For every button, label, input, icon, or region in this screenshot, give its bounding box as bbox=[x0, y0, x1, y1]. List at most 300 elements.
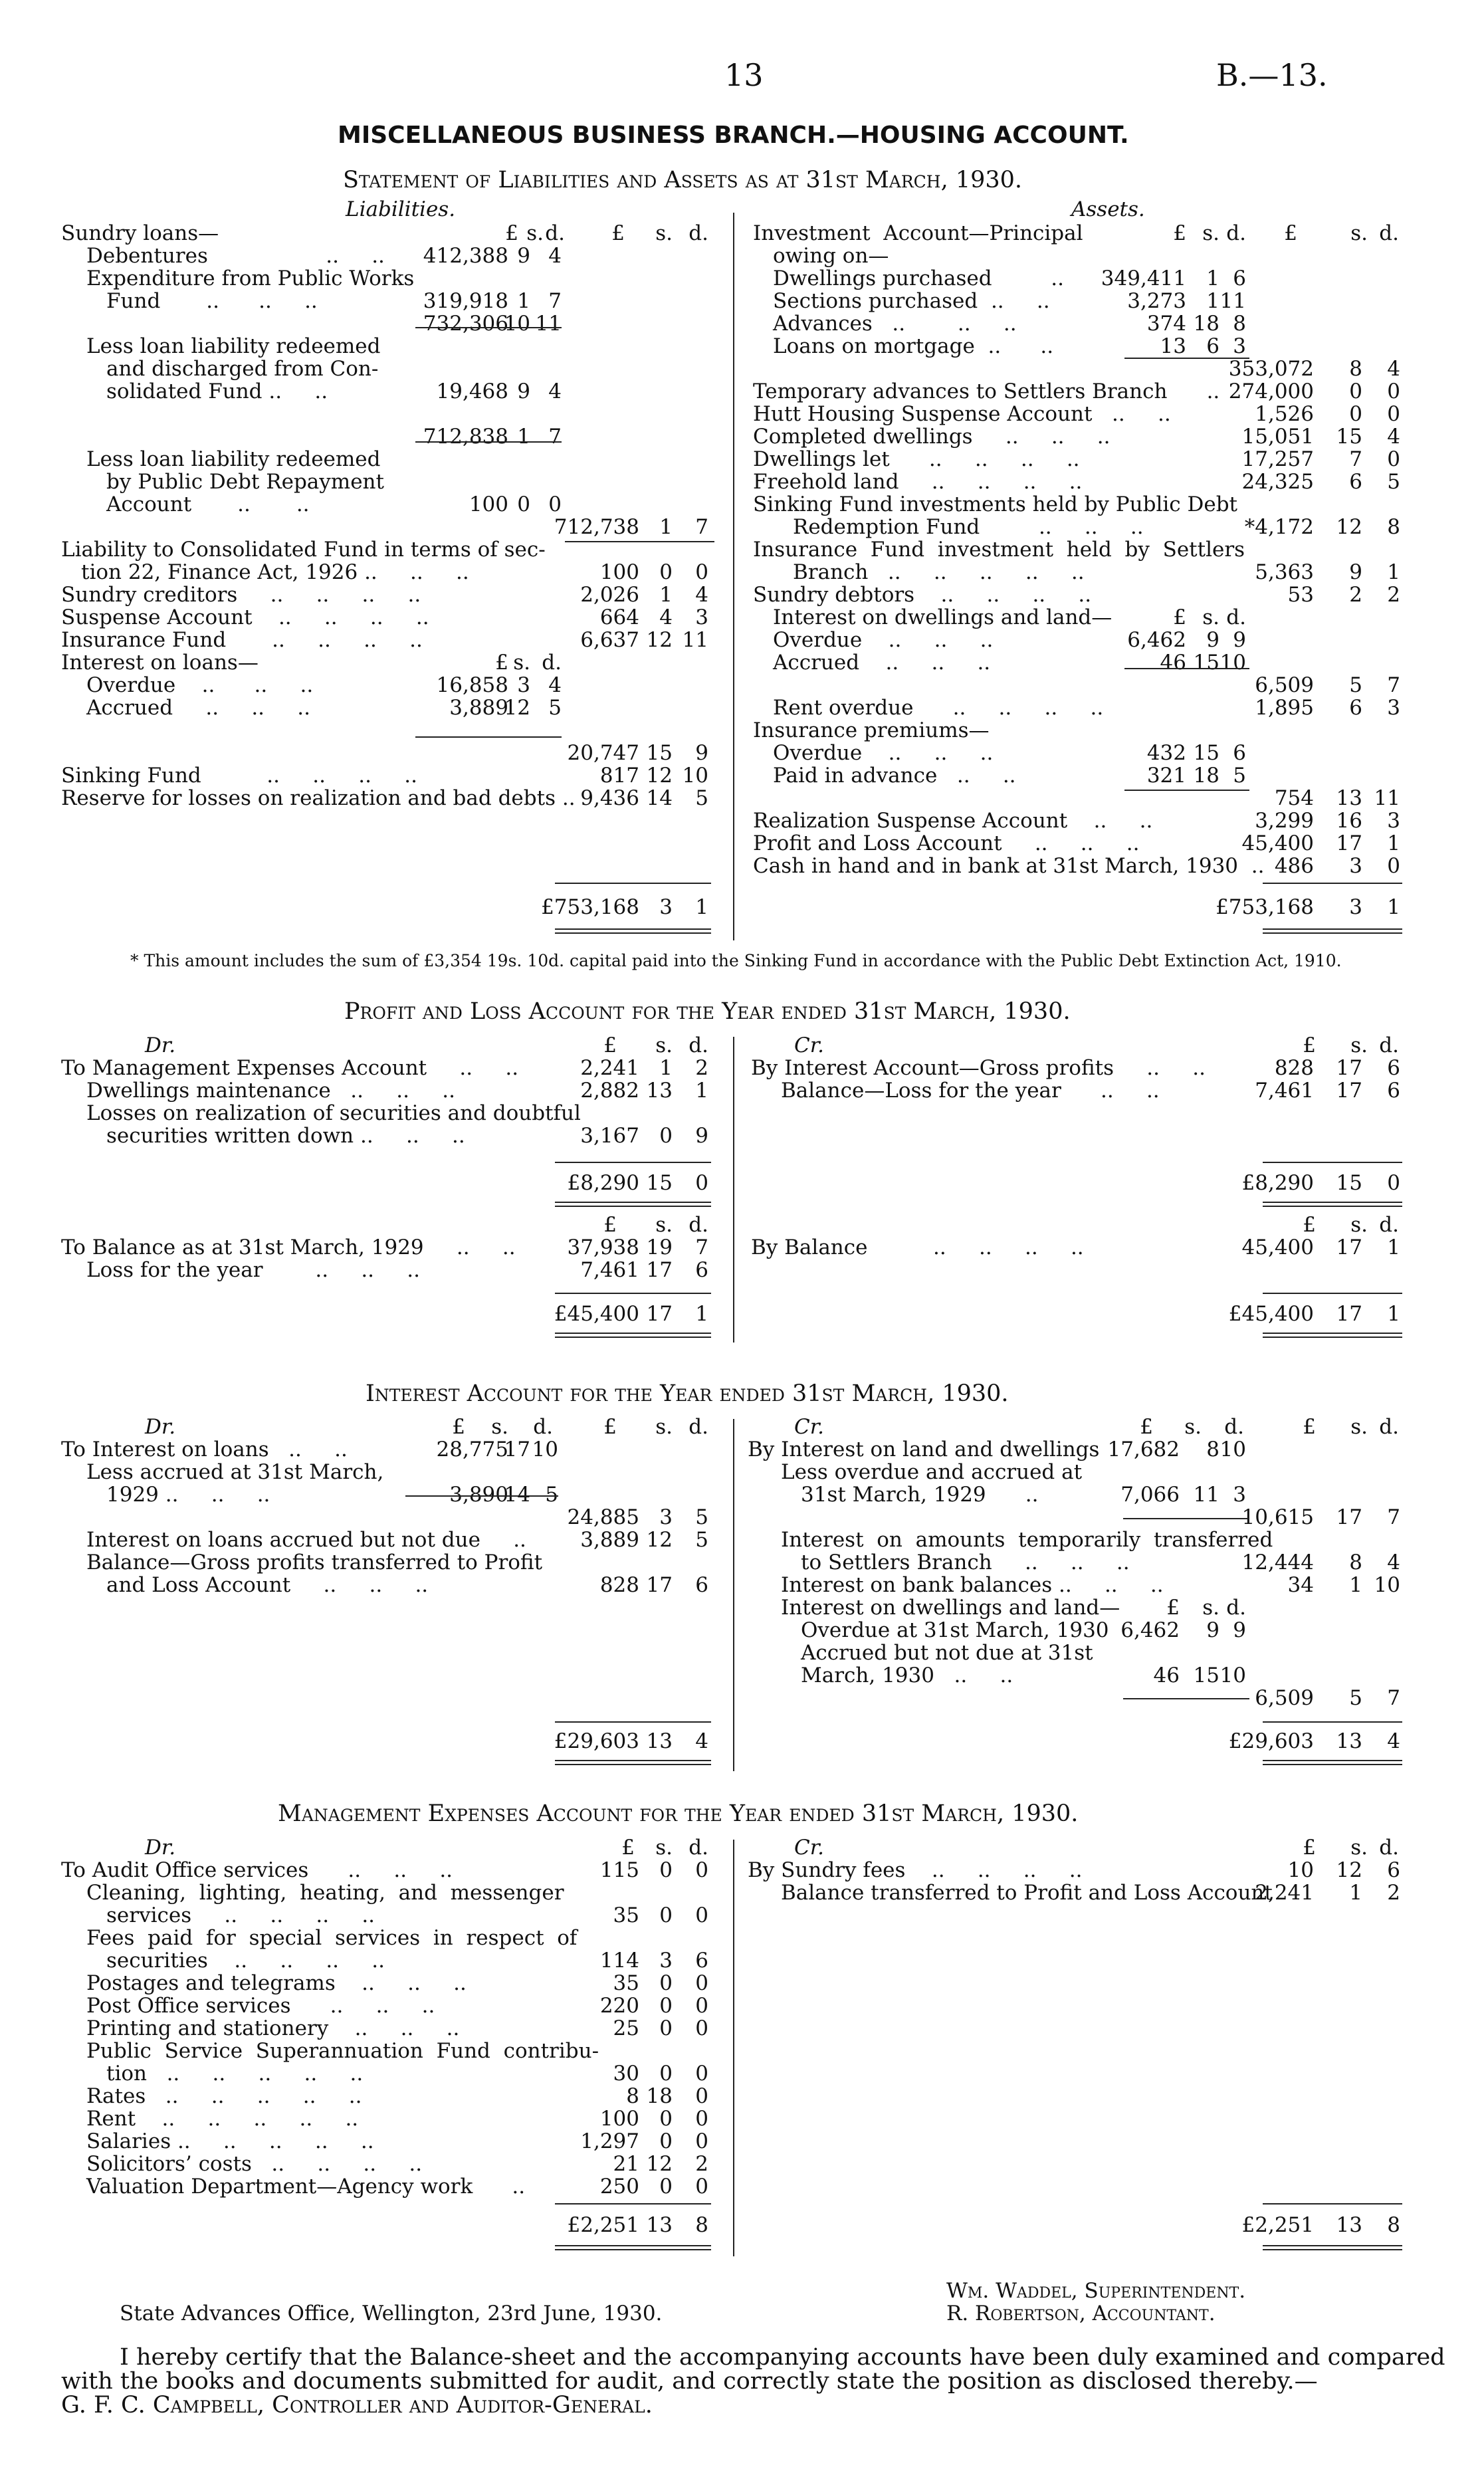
pl-credit-row-label: By Balance .. .. .. .. bbox=[751, 1236, 1084, 1259]
liability-row-label: Accrued .. .. .. bbox=[86, 696, 311, 720]
asset-row-amount: 486 bbox=[1274, 854, 1314, 878]
subtotal-rule bbox=[1124, 668, 1249, 669]
liability-row-amount: 20,747 bbox=[567, 741, 639, 765]
pl-credit-row-amount: 17 bbox=[1336, 1079, 1362, 1103]
mgmt-debit-row-amount: 30 bbox=[613, 2062, 639, 2086]
mgmt-credit-row-amount: 10 bbox=[1287, 1858, 1314, 1882]
asset-row-amount: 274,000 bbox=[1228, 379, 1314, 403]
currency-header: d. bbox=[689, 221, 708, 245]
asset-row-label: Redemption Fund .. .. .. bbox=[793, 515, 1144, 539]
statement-total: £753,168 bbox=[541, 895, 639, 919]
liability-row-amount: 12 bbox=[646, 628, 673, 652]
total-rule bbox=[555, 932, 711, 934]
liability-row-amount: 15 bbox=[646, 741, 673, 765]
interest-debit-row-amount: 5 bbox=[695, 1505, 708, 1529]
asset-row-amount: 5,363 bbox=[1255, 560, 1314, 584]
mgmt-debit-row-amount: 0 bbox=[695, 1971, 708, 1995]
interest-credit-row-amount: 1 bbox=[1349, 1573, 1362, 1597]
currency-header: £ bbox=[1303, 1836, 1316, 1860]
interest-credit-row-amount: £ bbox=[1166, 1596, 1180, 1620]
pl-debit-row-amount: 13 bbox=[646, 1079, 673, 1103]
statement-footnote: * This amount includes the sum of £3,354 19s. 10d. capital paid into the Sinking Fund in accordance with the Public Debt Extinction Act, 1910. bbox=[130, 951, 1342, 970]
signature-accountant: R. Robertson, Accountant. bbox=[946, 2302, 1216, 2325]
interest-debit-row-amount: 3,889 bbox=[580, 1528, 639, 1552]
asset-row-amount: 4 bbox=[1387, 425, 1400, 449]
total-rule bbox=[555, 883, 711, 884]
liability-row-amount: 0 bbox=[659, 560, 673, 584]
asset-row-amount: 2 bbox=[1349, 583, 1362, 607]
asset-row-label: Advances .. .. .. bbox=[773, 312, 1017, 336]
currency-header: d. bbox=[1379, 1033, 1399, 1057]
mgmt-debit-row-amount: 0 bbox=[695, 2175, 708, 2199]
currency-header: s. bbox=[1350, 1415, 1368, 1439]
interest-debit-row-amount: 14 bbox=[504, 1483, 530, 1507]
pl-credit-row-label: Balance—Loss for the year .. .. bbox=[781, 1079, 1160, 1103]
mgmt-debit-row-amount: 0 bbox=[659, 1971, 673, 1995]
liability-row-amount: 7 bbox=[548, 289, 562, 313]
asset-row-amount: 13 bbox=[1160, 334, 1186, 358]
total-rule bbox=[555, 1162, 711, 1163]
liability-row-amount: 1 bbox=[517, 425, 530, 449]
mgmt-debit-row-amount: 35 bbox=[613, 1971, 639, 1995]
mgmt-debit-row-amount: 0 bbox=[659, 1994, 673, 2018]
currency-header: s. bbox=[1350, 221, 1368, 245]
asset-row-amount: 7 bbox=[1349, 447, 1362, 471]
asset-row-amount: 15,051 bbox=[1241, 425, 1314, 449]
interest-credit-row-label: Less overdue and accrued at bbox=[781, 1460, 1083, 1484]
liability-row-amount: 1 bbox=[517, 289, 530, 313]
subtotal-rule bbox=[405, 1495, 558, 1497]
pl-total: 17 bbox=[646, 1302, 673, 1326]
asset-row-amount: 5 bbox=[1233, 764, 1246, 788]
asset-row-label: Realization Suspense Account .. .. bbox=[753, 809, 1153, 833]
currency-header: £ bbox=[452, 1415, 465, 1439]
pl-credit-row-amount: 6 bbox=[1387, 1056, 1400, 1080]
asset-row-label: Completed dwellings .. .. .. bbox=[753, 425, 1111, 449]
section-title: MISCELLANEOUS BUSINESS BRANCH.—HOUSING ACCOUNT. bbox=[338, 122, 1129, 149]
liability-row-amount: 9 bbox=[695, 741, 708, 765]
asset-row-amount: 0 bbox=[1387, 447, 1400, 471]
assets-heading: Assets. bbox=[1071, 197, 1145, 221]
mgmt-credit-row-amount: 1 bbox=[1349, 1881, 1362, 1905]
total-rule bbox=[1263, 1760, 1402, 1761]
mgmt-debit-row-label: Printing and stationery .. .. .. bbox=[86, 2016, 460, 2040]
interest-credit-row-label: Interest on amounts temporarily transferred bbox=[781, 1528, 1273, 1552]
asset-row-amount: 9 bbox=[1206, 628, 1219, 652]
doc-reference: B.—13. bbox=[1216, 57, 1328, 93]
currency-header: £ bbox=[1140, 1415, 1153, 1439]
asset-row-amount: 9 bbox=[1349, 560, 1362, 584]
currency-header: £ bbox=[1303, 1415, 1316, 1439]
asset-row-amount: 374 bbox=[1146, 312, 1186, 336]
asset-row-amount: 1 bbox=[1206, 267, 1219, 290]
asset-row-label: Cash in hand and in bank at 31st March, 1930 .. bbox=[753, 854, 1265, 878]
interest-debit-row-amount: 17 bbox=[646, 1573, 673, 1597]
currency-header: £ bbox=[603, 1033, 617, 1057]
asset-row-amount: 15 bbox=[1336, 425, 1362, 449]
interest-heading: Interest Account for the Year ended 31st March, 1930. bbox=[366, 1380, 1009, 1407]
mgmt-debit-row-label: Post Office services .. .. .. bbox=[86, 1994, 435, 2018]
mgmt-debit-row-label: Rates .. .. .. .. .. bbox=[86, 2084, 362, 2108]
liability-row-amount: 3 bbox=[695, 605, 708, 629]
interest-credit-row-amount: s. bbox=[1202, 1596, 1219, 1620]
mgmt-debit-row-amount: 18 bbox=[646, 2084, 673, 2108]
asset-row-amount: 15 bbox=[1193, 741, 1219, 765]
asset-row-amount: 5 bbox=[1349, 673, 1362, 697]
asset-row-amount: 17 bbox=[1336, 831, 1362, 855]
interest-debit-row-label: Balance—Gross profits transferred to Profit bbox=[86, 1551, 543, 1574]
liability-row-amount: 2,026 bbox=[580, 583, 639, 607]
mgmt-credit-row-amount: 12 bbox=[1336, 1858, 1362, 1882]
currency-header: £ bbox=[621, 1836, 635, 1860]
mgmt-debit-row-amount: 0 bbox=[695, 2062, 708, 2086]
interest-credit-row-amount: 15 bbox=[1193, 1664, 1219, 1687]
asset-row-label: Interest on dwellings and land— bbox=[773, 605, 1113, 629]
total-rule bbox=[555, 1721, 711, 1723]
asset-row-amount: 8 bbox=[1349, 357, 1362, 381]
asset-row-amount: 6 bbox=[1233, 741, 1246, 765]
asset-row-amount: 1,895 bbox=[1255, 696, 1314, 720]
subtotal-rule bbox=[565, 541, 714, 542]
asset-row-amount: 6,462 bbox=[1127, 628, 1186, 652]
asset-row-amount: 13 bbox=[1336, 786, 1362, 810]
interest-credit-row-amount: 8 bbox=[1349, 1551, 1362, 1574]
pl-heading: Profit and Loss Account for the Year ended 31st March, 1930. bbox=[344, 998, 1071, 1025]
total-rule bbox=[1263, 932, 1402, 934]
total-rule bbox=[1263, 883, 1402, 884]
pl-credit-row-amount: 7,461 bbox=[1255, 1079, 1314, 1103]
mgmt-debit-row-label: Public Service Superannuation Fund contribu- bbox=[86, 2039, 599, 2063]
liability-row-label: solidated Fund .. .. bbox=[106, 379, 328, 403]
asset-row-amount: £ bbox=[1173, 605, 1186, 629]
interest-total: £29,603 bbox=[554, 1729, 639, 1753]
pl-debit-row-label: Loss for the year .. .. .. bbox=[86, 1258, 421, 1282]
interest-cr-label: Cr. bbox=[794, 1415, 824, 1439]
pl-total: 1 bbox=[1387, 1302, 1400, 1326]
mgmt-debit-row-amount: 114 bbox=[599, 1949, 639, 1973]
total-rule bbox=[555, 1337, 711, 1338]
asset-row-amount: 15 bbox=[1193, 651, 1219, 675]
asset-row-amount: 1 bbox=[1387, 560, 1400, 584]
mgmt-debit-row-amount: 0 bbox=[659, 1903, 673, 1927]
liability-row-amount: 11 bbox=[682, 628, 708, 652]
pl-credit-row-amount: 17 bbox=[1336, 1236, 1362, 1259]
liability-row-amount: 817 bbox=[599, 764, 639, 788]
asset-row-amount: 0 bbox=[1387, 402, 1400, 426]
asset-row-amount: 9 bbox=[1233, 628, 1246, 652]
liability-row-amount: 6,637 bbox=[580, 628, 639, 652]
mgmt-total: 13 bbox=[646, 2213, 673, 2237]
liability-row-amount: 5 bbox=[548, 696, 562, 720]
signature-superintendent: Wm. Waddel, Superintendent. bbox=[946, 2279, 1246, 2303]
mgmt-debit-row-amount: 25 bbox=[613, 2016, 639, 2040]
interest-total: £29,603 bbox=[1228, 1729, 1314, 1753]
certificate-line: I hereby certify that the Balance-sheet and the accompanying accounts have been duly examined and compared bbox=[120, 2344, 1445, 2371]
asset-row-label: Sinking Fund investments held by Public Debt bbox=[753, 492, 1237, 516]
total-rule bbox=[555, 1764, 711, 1765]
interest-credit-row-amount: 5 bbox=[1349, 1686, 1362, 1710]
liability-row-amount: 712,738 bbox=[554, 515, 639, 539]
pl-dr-label: Dr. bbox=[145, 1033, 176, 1057]
asset-row-amount: 754 bbox=[1274, 786, 1314, 810]
interest-debit-row-label: 1929 .. .. .. bbox=[106, 1483, 270, 1507]
currency-header: d. bbox=[689, 1415, 708, 1439]
interest-credit-row-amount: 46 bbox=[1153, 1664, 1180, 1687]
total-rule bbox=[1263, 2203, 1402, 2204]
pl-debit-row-amount: 3,167 bbox=[580, 1124, 639, 1148]
liability-row-amount: 0 bbox=[548, 492, 562, 516]
asset-row-label: Insurance Fund investment held by Settlers bbox=[753, 538, 1245, 562]
liability-row-label: Sinking Fund .. .. .. .. bbox=[61, 764, 417, 788]
currency-header: d. bbox=[689, 1033, 708, 1057]
pl-debit-row-amount: 9 bbox=[695, 1124, 708, 1148]
asset-row-amount: 10 bbox=[1219, 651, 1246, 675]
interest-debit-row-amount: 5 bbox=[545, 1483, 558, 1507]
pl-debit-row-amount: 19 bbox=[646, 1236, 673, 1259]
asset-row-amount: 18 bbox=[1193, 764, 1219, 788]
currency-header: d. bbox=[689, 1836, 708, 1860]
asset-row-amount: 11 bbox=[1374, 786, 1400, 810]
mgmt-debit-row-amount: 0 bbox=[695, 2084, 708, 2108]
total-rule bbox=[555, 1760, 711, 1761]
currency-header: d. bbox=[533, 1415, 553, 1439]
asset-row-amount: 6 bbox=[1233, 267, 1246, 290]
pl-debit-row-amount: 6 bbox=[695, 1258, 708, 1282]
interest-credit-row-label: Interest on bank balances .. .. .. bbox=[781, 1573, 1164, 1597]
mgmt-debit-row-label: Rent .. .. .. .. .. bbox=[86, 2107, 359, 2131]
asset-row-amount: 5 bbox=[1387, 470, 1400, 494]
interest-debit-row-label: Less accrued at 31st March, bbox=[86, 1460, 384, 1484]
total-rule bbox=[1263, 1764, 1402, 1765]
liability-row-amount: 16,858 bbox=[436, 673, 508, 697]
interest-credit-row-amount: 6,462 bbox=[1120, 1618, 1180, 1642]
mgmt-debit-row-label: securities .. .. .. .. bbox=[106, 1949, 385, 1973]
mgmt-debit-row-amount: 0 bbox=[695, 2016, 708, 2040]
total-rule bbox=[1263, 1721, 1402, 1723]
interest-credit-row-amount: 12,444 bbox=[1241, 1551, 1314, 1574]
asset-row-label: Dwellings let .. .. .. .. bbox=[753, 447, 1080, 471]
liability-row-amount: s. bbox=[513, 651, 530, 675]
pl-credit-row-amount: 17 bbox=[1336, 1056, 1362, 1080]
asset-row-amount: 0 bbox=[1387, 854, 1400, 878]
subtotal-rule bbox=[1124, 790, 1249, 791]
interest-credit-row-amount: 4 bbox=[1387, 1551, 1400, 1574]
interest-credit-row-label: Interest on dwellings and land— bbox=[781, 1596, 1120, 1620]
asset-row-amount: 2 bbox=[1387, 583, 1400, 607]
liability-row-amount: 0 bbox=[695, 560, 708, 584]
interest-credit-row-amount: 9 bbox=[1206, 1618, 1219, 1642]
pl-debit-row-amount: 1 bbox=[695, 1079, 708, 1103]
pl-debit-row-amount: 37,938 bbox=[567, 1236, 639, 1259]
interest-divider bbox=[733, 1419, 734, 1771]
liability-row-amount: 3 bbox=[517, 673, 530, 697]
asset-row-label: Overdue .. .. .. bbox=[773, 741, 994, 765]
interest-credit-row-amount: 7,066 bbox=[1120, 1483, 1180, 1507]
liability-row-amount: 4 bbox=[659, 605, 673, 629]
liability-row-amount: 7 bbox=[548, 425, 562, 449]
currency-header: s. bbox=[655, 1415, 673, 1439]
asset-row-amount: 46 bbox=[1160, 651, 1186, 675]
mgmt-debit-row-amount: 115 bbox=[599, 1858, 639, 1882]
mgmt-cr-label: Cr. bbox=[794, 1836, 824, 1860]
asset-row-amount: 8 bbox=[1233, 312, 1246, 336]
pl-total: 15 bbox=[1336, 1171, 1362, 1195]
liability-row-amount: 412,388 bbox=[423, 244, 508, 268]
interest-credit-row-label: 31st March, 1929 .. bbox=[801, 1483, 1039, 1507]
currency-header: d. bbox=[1379, 1415, 1399, 1439]
statement-total: 1 bbox=[695, 895, 708, 919]
total-rule bbox=[1263, 1206, 1402, 1207]
asset-row-label: Temporary advances to Settlers Branch .. bbox=[753, 379, 1220, 403]
total-rule bbox=[1263, 1337, 1402, 1338]
total-rule bbox=[555, 2249, 711, 2250]
interest-debit-row-amount: 3,890 bbox=[449, 1483, 508, 1507]
statement-total: 1 bbox=[1387, 895, 1400, 919]
currency-header: d. bbox=[1224, 1415, 1244, 1439]
mgmt-debit-row-amount: 6 bbox=[695, 1949, 708, 1973]
mgmt-debit-row-label: Cleaning, lighting, heating, and messenger bbox=[86, 1881, 564, 1905]
asset-row-amount: 3 bbox=[1387, 809, 1400, 833]
interest-credit-row-amount: 7 bbox=[1387, 1686, 1400, 1710]
liability-row-label: Expenditure from Public Works bbox=[86, 267, 415, 290]
asset-row-label: Investment Account—Principal bbox=[753, 221, 1083, 245]
statement-heading: Statement of Liabilities and Assets as at 31st March, 1930. bbox=[343, 167, 1023, 193]
total-rule bbox=[1263, 2249, 1402, 2250]
liability-row-label: Liability to Consolidated Fund in terms of sec- bbox=[61, 538, 546, 562]
interest-credit-row-amount: d. bbox=[1226, 1596, 1246, 1620]
total-rule bbox=[555, 1202, 711, 1203]
asset-row-amount: 0 bbox=[1387, 379, 1400, 403]
interest-credit-row-label: March, 1930 .. .. bbox=[801, 1664, 1013, 1687]
mgmt-debit-row-amount: 1,297 bbox=[580, 2129, 639, 2153]
asset-row-amount: 1 bbox=[1387, 831, 1400, 855]
place-date: State Advances Office, Wellington, 23rd June, 1930. bbox=[120, 2302, 663, 2325]
interest-debit-row-amount: 828 bbox=[599, 1573, 639, 1597]
interest-debit-row-label: and Loss Account .. .. .. bbox=[106, 1573, 429, 1597]
liability-row-label: Reserve for losses on realization and bad debts .. bbox=[61, 786, 576, 810]
liability-row-amount: 4 bbox=[548, 379, 562, 403]
mgmt-debit-row-amount: 0 bbox=[695, 1858, 708, 1882]
subtotal-rule bbox=[1123, 1518, 1249, 1519]
asset-row-amount: 6,509 bbox=[1255, 673, 1314, 697]
mgmt-debit-row-amount: 0 bbox=[695, 1903, 708, 1927]
asset-row-amount: 3,273 bbox=[1127, 289, 1186, 313]
interest-credit-row-amount: 7 bbox=[1387, 1505, 1400, 1529]
asset-row-amount: 349,411 bbox=[1101, 267, 1186, 290]
asset-row-label: Paid in advance .. .. bbox=[773, 764, 1016, 788]
liability-row-amount: 10 bbox=[504, 312, 530, 336]
liability-row-amount: 9,436 bbox=[580, 786, 639, 810]
total-rule bbox=[555, 928, 711, 930]
currency-header: £ bbox=[505, 221, 518, 245]
asset-row-amount: 18 bbox=[1193, 312, 1219, 336]
pl-credit-row-label: By Interest Account—Gross profits .. .. bbox=[751, 1056, 1206, 1080]
liability-row-amount: 1 bbox=[659, 583, 673, 607]
liability-row-amount: 0 bbox=[517, 492, 530, 516]
currency-header: s. bbox=[526, 221, 544, 245]
total-rule bbox=[555, 1206, 711, 1207]
currency-header: d. bbox=[545, 221, 565, 245]
liability-row-label: Debentures .. .. bbox=[86, 244, 385, 268]
liability-row-label: Insurance Fund .. .. .. .. bbox=[61, 628, 423, 652]
pl-credit-row-amount: 45,400 bbox=[1241, 1236, 1314, 1259]
interest-credit-row-amount: 3 bbox=[1233, 1483, 1246, 1507]
statement-divider bbox=[733, 213, 734, 940]
mgmt-debit-row-label: Postages and telegrams .. .. .. bbox=[86, 1971, 467, 1995]
liability-row-label: and discharged from Con- bbox=[106, 357, 379, 381]
asset-row-label: Hutt Housing Suspense Account .. .. bbox=[753, 402, 1171, 426]
liability-row-label: by Public Debt Repayment bbox=[106, 470, 384, 494]
currency-header: s. bbox=[655, 1033, 673, 1057]
asset-row-amount: 1,526 bbox=[1255, 402, 1314, 426]
liability-row-amount: 732,306 bbox=[423, 312, 508, 336]
pl-total: 0 bbox=[1387, 1171, 1400, 1195]
pl-debit-row-amount: 2,882 bbox=[580, 1079, 639, 1103]
subtotal-rule bbox=[1124, 358, 1249, 359]
pl-debit-row-label: Dwellings maintenance .. .. .. bbox=[86, 1079, 455, 1103]
asset-row-amount: 0 bbox=[1349, 379, 1362, 403]
interest-total: 4 bbox=[695, 1729, 708, 1753]
certificate-signature: G. F. C. Campbell, Controller and Auditor-General. bbox=[61, 2392, 653, 2419]
asset-row-amount: 321 bbox=[1146, 764, 1186, 788]
liability-row-amount: 664 bbox=[599, 605, 639, 629]
liability-row-amount: 12 bbox=[504, 696, 530, 720]
mgmt-debit-row-amount: 35 bbox=[613, 1903, 639, 1927]
mgmt-debit-row-amount: 8 bbox=[626, 2084, 639, 2108]
asset-row-amount: 7 bbox=[1387, 673, 1400, 697]
interest-debit-row-label: To Interest on loans .. .. bbox=[61, 1438, 348, 1461]
currency-header: s. bbox=[1350, 1033, 1368, 1057]
mgmt-debit-row-label: Salaries .. .. .. .. .. bbox=[86, 2129, 374, 2153]
currency-header: s. bbox=[1350, 1836, 1368, 1860]
asset-row-label: owing on— bbox=[773, 244, 889, 268]
pl-debit-row-label: To Management Expenses Account .. .. bbox=[61, 1056, 519, 1080]
liability-row-amount: 319,918 bbox=[423, 289, 508, 313]
asset-row-label: Profit and Loss Account .. .. .. bbox=[753, 831, 1140, 855]
asset-row-amount: 3,299 bbox=[1255, 809, 1314, 833]
asset-row-amount: £ bbox=[1173, 221, 1186, 245]
mgmt-debit-row-amount: 21 bbox=[613, 2152, 639, 2176]
mgmt-credit-row-amount: 2,241 bbox=[1255, 1881, 1314, 1905]
liability-row-label: Interest on loans— bbox=[61, 651, 259, 675]
currency-header: s. bbox=[655, 1836, 673, 1860]
interest-credit-row-amount: 8 bbox=[1206, 1438, 1219, 1461]
asset-row-amount: d. bbox=[1226, 221, 1246, 245]
mgmt-debit-row-label: To Audit Office services .. .. .. bbox=[61, 1858, 453, 1882]
pl-debit-row-amount bbox=[666, 1103, 673, 1124]
mgmt-debit-row-amount: 250 bbox=[599, 2175, 639, 2199]
liability-row-amount: 4 bbox=[548, 673, 562, 697]
liability-row-amount: 9 bbox=[517, 244, 530, 268]
mgmt-debit-row-amount: 0 bbox=[659, 2062, 673, 2086]
interest-debit-row-amount: 5 bbox=[695, 1528, 708, 1552]
certificate-line: with the books and documents submitted for audit, and correctly state the position as disclosed thereby.— bbox=[61, 2368, 1318, 2395]
mgmt-debit-row-amount: 0 bbox=[659, 2016, 673, 2040]
currency-header: s. bbox=[655, 221, 673, 245]
interest-debit-row-label: Interest on loans accrued but not due .. bbox=[86, 1528, 526, 1552]
mgmt-debit-row-amount: 220 bbox=[599, 1994, 639, 2018]
interest-credit-row-label: to Settlers Branch .. .. .. bbox=[801, 1551, 1130, 1574]
pl-credit-row-amount: 6 bbox=[1387, 1079, 1400, 1103]
asset-row-amount: 6 bbox=[1206, 334, 1219, 358]
asset-row-amount: s. bbox=[1202, 605, 1219, 629]
interest-credit-row-amount: 6,509 bbox=[1255, 1686, 1314, 1710]
currency-header: £ bbox=[1284, 221, 1297, 245]
currency-header: s. bbox=[655, 1213, 673, 1237]
statement-total: 3 bbox=[659, 895, 673, 919]
mgmt-debit-row-amount: 2 bbox=[695, 2152, 708, 2176]
page-number: 13 bbox=[724, 57, 764, 93]
